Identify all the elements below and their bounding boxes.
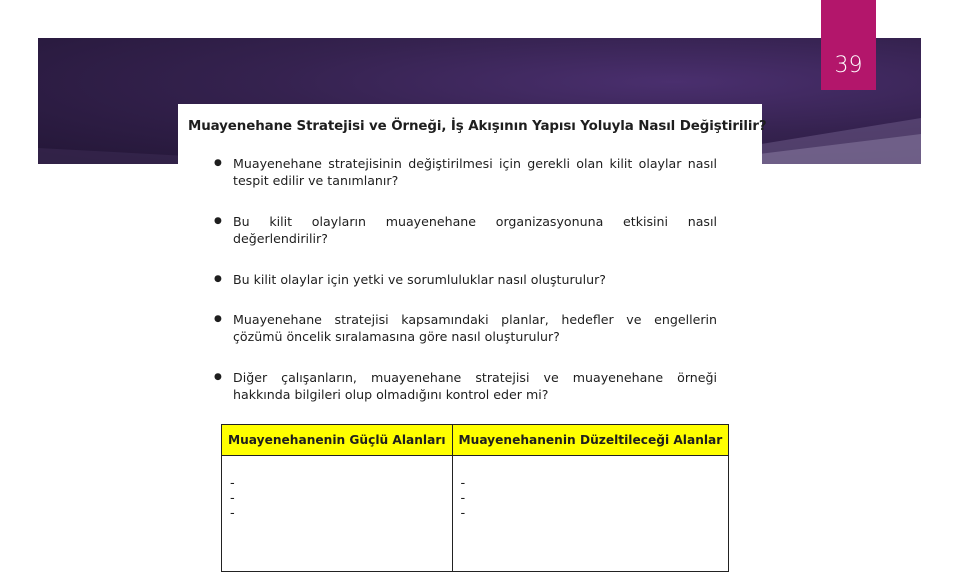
table-header-improvements: Muayenehanenin Düzeltileceği Alanlar — [452, 425, 729, 456]
swot-table — [221, 424, 729, 572]
page-number-tab — [821, 0, 876, 90]
table-header-row — [222, 425, 729, 456]
dash-item: - — [460, 506, 466, 521]
dash-item: - — [230, 506, 235, 521]
dash-item: - — [230, 491, 235, 506]
dash-item: - — [460, 491, 466, 506]
list-item: ● Muayenehane stratejisinin değiştirilmesi için gerekli olan kilit olaylar nasıl tespit edilir ve tanımlanır? — [233, 155, 717, 189]
table-header-strengths: Muayenehanenin Güçlü Alanları — [222, 425, 453, 456]
page-number: 39 — [834, 53, 863, 78]
list-item: ● Muayenehane stratejisi kapsamındaki planlar, hedefler ve engellerin çözümü öncelik sıralamasına göre nasıl oluşturulur? — [233, 311, 717, 345]
document-title: Muayenehane Stratejisi ve Örneği, İş Akışının Yapısı Yoluyla Nasıl Değiştirilir? — [188, 119, 767, 134]
list-item: ● Bu kilit olaylar için yetki ve sorumluluklar nasıl oluşturulur? — [233, 271, 717, 288]
document-image — [178, 104, 767, 540]
dash-item: - — [230, 476, 235, 491]
list-item: ● Bu kilit olayların muayenehane organizasyonuna etkisini nasıl değerlendirilir? — [233, 213, 717, 247]
table-cell-strengths — [222, 456, 453, 572]
table-row — [222, 456, 729, 572]
table-cell-improvements — [452, 456, 729, 572]
dash-item: - — [460, 476, 466, 491]
list-item: ● Diğer çalışanların, muayenehane stratejisi ve muayenehane örneği hakkında bilgileri olup olmadığını kontrol eder mi? — [233, 369, 717, 403]
